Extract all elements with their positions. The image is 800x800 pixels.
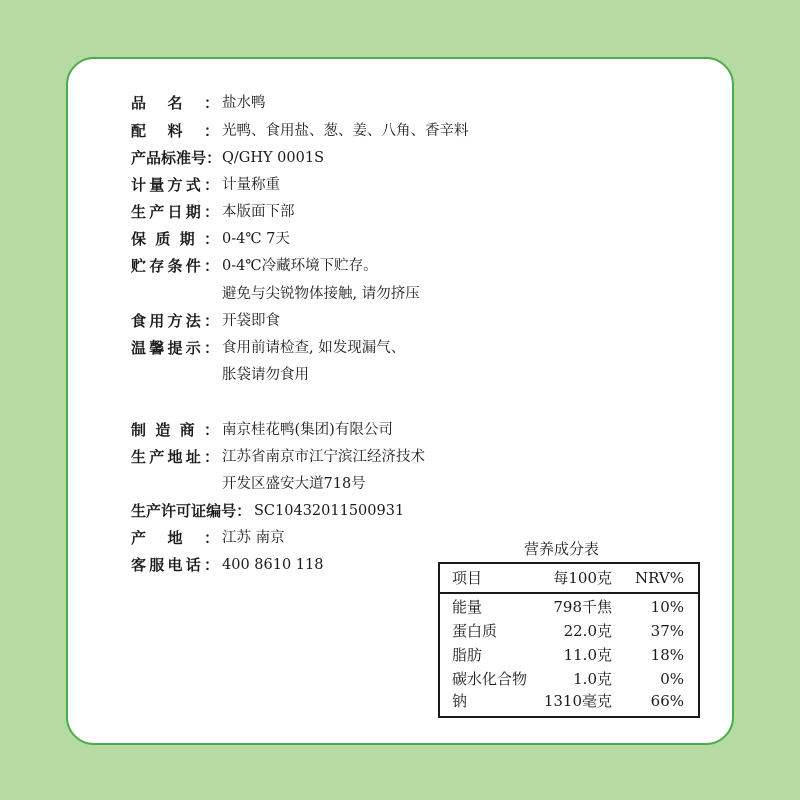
label-origin: 产 地 ：: [131, 529, 219, 547]
nutrition-header-row: [440, 564, 698, 594]
value-production-date: 本版面下部: [222, 204, 295, 220]
header-amount: 每100克: [553, 569, 612, 587]
label-production-date: 生 产 日 期 ：: [131, 203, 219, 221]
value-measure: 计量称重: [222, 177, 280, 193]
value-name: 盐水鸭: [222, 95, 266, 111]
value-address: 江苏省南京市江宁滨江经济技术: [222, 449, 425, 465]
header-item: 项目: [452, 569, 483, 587]
value-tips: 食用前请检查, 如发现漏气、: [222, 340, 406, 356]
row-amount: 798千焦: [553, 598, 612, 616]
value-ingredients: 光鸭、食用盐、葱、姜、八角、香辛料: [222, 123, 469, 139]
label-service: 客 服 电 话 ：: [131, 556, 219, 574]
label-storage: 贮 存 条 件 ：: [131, 257, 219, 275]
label-ingredients: 配 料 ：: [131, 122, 219, 140]
row-nrv: 37%: [650, 622, 684, 640]
value-shelf-life: 0-4℃ 7天: [222, 231, 290, 247]
row-amount: 11.0克: [563, 646, 612, 664]
value-address-line2: 开发区盛安大道718号: [222, 476, 366, 492]
header-nrv: NRV%: [635, 569, 684, 587]
nutrition-title: 营养成分表: [524, 540, 600, 558]
row-item: 钠: [452, 692, 468, 710]
label-shelf-life: 保 质 期 ：: [131, 230, 219, 248]
row-nrv: 0%: [660, 670, 684, 688]
row-nrv: 18%: [650, 646, 684, 664]
label-usage: 食 用 方 法 ：: [131, 312, 219, 330]
row-nrv: 10%: [650, 598, 684, 616]
value-license: SC10432011500931: [254, 503, 405, 519]
value-manufacturer: 南京桂花鸭(集团)有限公司: [222, 422, 393, 438]
label-tips: 温 馨 提 示 ：: [131, 339, 219, 357]
value-storage: 0-4℃冷藏环境下贮存。: [222, 258, 378, 274]
row-item: 能量: [452, 598, 483, 616]
value-storage-line2: 避免与尖锐物体接触, 请勿挤压: [222, 286, 420, 302]
value-origin: 江苏 南京: [222, 530, 285, 546]
nutrition-table: [438, 562, 700, 718]
label-standard: 产 品 标 准 号 ：: [131, 149, 222, 167]
label-name: 品 名 ：: [131, 94, 219, 112]
label-address: 生 产 地 址 ：: [131, 448, 219, 466]
row-amount: 1310毫克: [543, 692, 612, 710]
row-amount: 1.0克: [573, 670, 612, 688]
label-license: 生 产 许 可 证 编 号 ：: [131, 502, 252, 520]
row-item: 脂肪: [452, 646, 483, 664]
label-manufacturer: 制 造 商 ：: [131, 421, 219, 439]
value-usage: 开袋即食: [222, 313, 280, 329]
row-item: 蛋白质: [452, 622, 498, 640]
label-measure: 计 量 方 式 ：: [131, 176, 219, 194]
value-tips-line2: 胀袋请勿食用: [222, 367, 309, 383]
row-nrv: 66%: [650, 692, 684, 710]
value-service: 400 8610 118: [222, 557, 324, 573]
row-item: 碳水化合物: [452, 670, 528, 688]
row-amount: 22.0克: [563, 622, 612, 640]
value-standard: Q/GHY 0001S: [222, 150, 325, 166]
